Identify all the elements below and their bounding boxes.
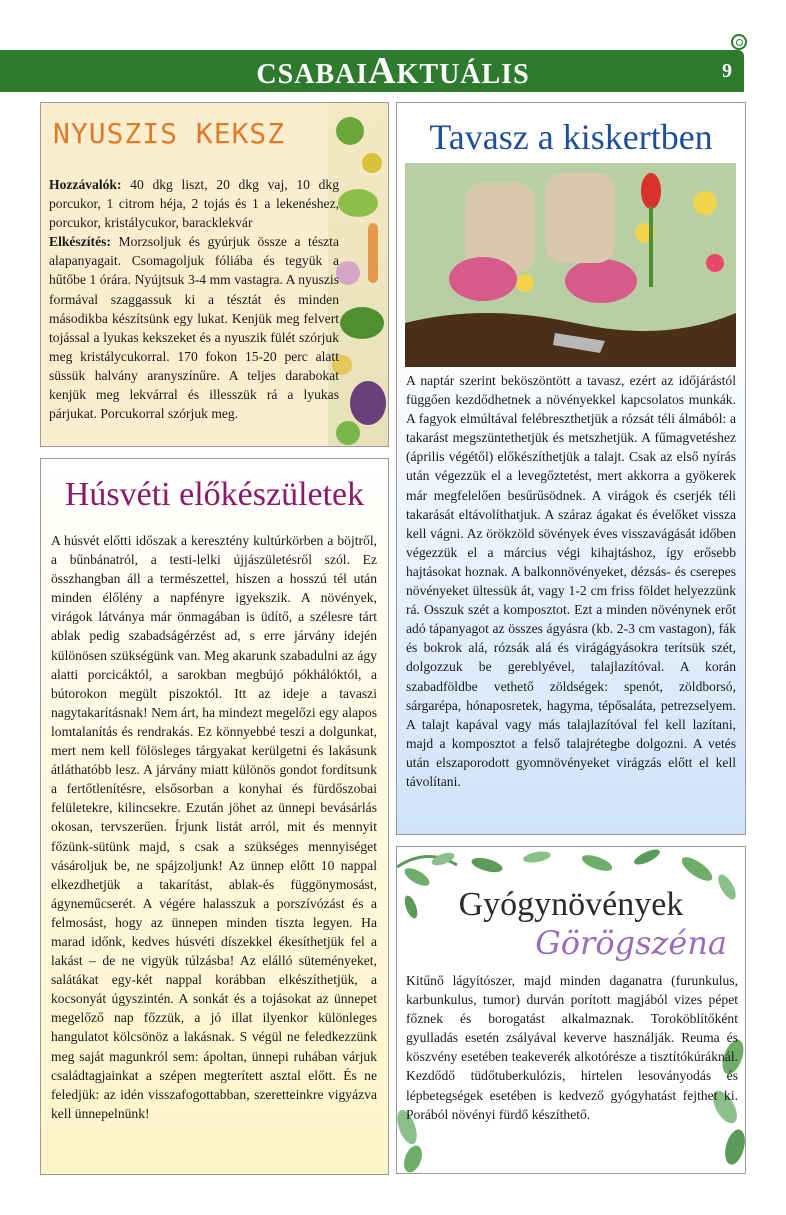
masthead-part1: CSABAI: [256, 59, 369, 90]
masthead-part2: KTUÁLIS: [396, 59, 530, 90]
garden-article-text: A naptár szerint beköszöntött a tavasz, ezért az időjárástól függően kezdődhetnek a növényekkel kapcsolatos munkák. A fagyok elmúltával felébreszthetjük a rózsát téli álmából: a takarást megszüntethetjük és metszhetjük. A fűmagvetéshez (április végétől) előkészíthetjük a talajt. Csak az első nyírás után végezzük el a levegőztetést, mert akkorra a gyökerek már megfelelően besűrűsödnek. A virágok és cserjék téli takarását eltávolíthatjuk. A száraz ágakat és évelőket vissza kell vágni. Az örökzöld sövények éves visszavágását időben végezzük el a március végi kihajtáshoz, így erősebb hajtásokat hoznak. A balkonnövényeket, dézsás- és cserepes növényeket ültessük át, vagy 1-2 cm friss földet helyezzünk rá. Osszuk szét a komposztot. Ezt a minden növénynek erőt adó tápanyagot az összes ágyásra (kb. 2-3 cm vastagon), fák és bokrok alá, rózsák alá és virágágyásokra terítsük szét, dolgozzuk be gereblyével, talajlazítóval. A korán szabadföldbe vethető zöldségek: spenót, zöldborsó, sárgarépa, hónaposretek, hagyma, tépősaláta, petrezselyem. A talajt kapával vagy más talajlazítóval fel kell lazítani, majd a komposztot a felső talajrétegbe dolgozni. A vetés után elszaporodott gyomnövényeket virágzás előtt el kell távolítani.: [406, 373, 736, 789]
ingredients-label: Hozzávalók:: [49, 177, 122, 192]
swirl-ornament-icon: [731, 34, 747, 50]
herbs-article-box: [396, 846, 746, 1174]
easter-article-box: [40, 458, 389, 1175]
easter-article-text: A húsvét előtti időszak a keresztény kultúrkörben a böjtről, a bűnbánatról, a testi-lelki újjászületésről szól. Ez összhangban áll a természettel, hiszen a hosszú tél után minden élőlény a napfényre igyekszik. A növények, virágok látványa már önmagában is üdítő, a szélesre tárt ablak pedig szabadságérzést ad, s erre járvány idején különösen szükségünk van. Meg akarunk szabadulni az ágy alatti porcicáktól, a sarokban megbújó pókhálóktól, a bútorokon megült piszoktól. Itt az ideje a tavaszi nagytakarításnak! Nem árt, ha mindezt megelőzi egy alapos lomtalanítás és rendrakás. Ez könnyebbé teszi a dolgunkat, mert nem kell fölösleges tárgyakat kerülgetni és lakásunk átláthatóbb lesz. A járvány miatt különös gondot fordítsunk a fertőtlenítésre, elsősorban a konyhai és fürdőszobai felületekre, kilincsekre. Ezután jöhet az ünnepi bevásárlás okosan, tervszerűen. Írjunk listát arról, mit és mennyit főzünk-sütünk majd, s csak a szükséges mennyiséget vásároljuk be, ne spájzoljunk! Az ünnep előtt 10 nappal elkezdhetjük a takarítást, ablak-és függönymosást, ágyneműcserét. A végére halasszuk a porszívózást és a felmosást, hogy az ünnepen minden tiszta legyen. Ha marad időnk, kedves húsvéti díszekkel ékesíthetjük fel a lakást – de ne vigyük túlzásba! Az elálló süteményeket, salátákat egy-két nappal korábban elkészíthetjük, a kocsonyát úgyszintén. A sonkát és a tojásokat az ünnepet megelőző nap főzzük, a jó illat ilyenkor különleges hangulatot kölcsönöz a lakásnak. S végül ne feledkezzünk meg saját magunkról sem: ápoltan, ünnepi ruhában várjuk családtagjainkat a szépen megterített asztal előtt. És ne feledjük: az idén visszafogottabban, szeretteinkre vigyázva kell ünnepelnünk!: [51, 533, 377, 1121]
page-number: 9: [722, 60, 732, 82]
herbs-article-subtitle: Görögszéna: [535, 924, 727, 962]
recipe-title: NYUSZIS KEKSZ: [53, 117, 286, 150]
recipe-box: [40, 102, 389, 447]
garden-article-title: Tavasz a kiskertben: [429, 117, 713, 157]
garden-article-box: [396, 102, 746, 835]
ingredients-text: 40 dkg liszt, 20 dkg vaj, 10 dkg porcukor, 1 citrom héja, 2 tojás és 1 a lekenéshez, porcukor, kristálycukor, baracklekvár: [49, 177, 339, 231]
herbs-article-title: Gyógynövények: [458, 886, 684, 923]
preparation-text: Morzsoljuk és gyúrjuk össze a tészta alapanyagait. Csomagoljuk fóliába és tegyük a hűtőbe 1 órára. Nyújtsuk 3-4 mm vastagra. A nyuszis formával szaggassuk ki a tésztát és minden másodikba készítsünk egy lukat. Kenjük meg felvert tojással a lyukas kekszeket és a nyuszik fülét szórjuk meg kristálycukorral. 170 fokon 15-20 perc alatt süssük halvány aranyszínűre. A teljes darabokat kenjük meg lekvárral és illesszük rá a lyukas párjukat. Porcukorral szórjuk meg.: [49, 234, 339, 422]
masthead-initial: A: [368, 50, 397, 92]
gardening-photo: [405, 163, 736, 367]
herbs-article-text: Kitűnő lágyítószer, majd minden daganatra (furunkulus, karbunkulus, tumor) durván porított magjából vizes pépet főznek és borogatást alkalmaznak. Toroköblítőként gyulladás esetén zsályával keverve használják. Reuma és köszvény esetében teakeverék alkotórésze a tisztítókúráknál. Kezdődő tüdőtuberkulózis, hirtelen lesoványodás és lépbetegségek esetében is kedvező gyógyhatást fejthet ki. Porából növényi fürdő készíthető.: [406, 973, 738, 1122]
recipe-text: [49, 175, 339, 423]
masthead: [0, 50, 786, 93]
preparation-label: Elkészítés:: [49, 234, 111, 250]
easter-article-title: Húsvéti előkészületek: [64, 476, 365, 513]
